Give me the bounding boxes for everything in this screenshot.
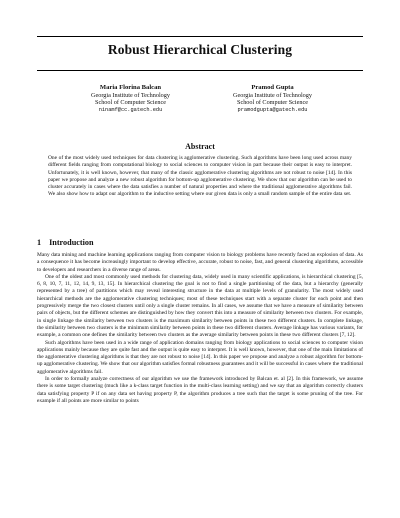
author-name: Pramod Gupta [251,84,294,91]
section-number: 1 [37,238,42,247]
author-email: pramodgupta@gatech.edu [237,107,308,114]
title-bottom-rule [37,70,363,71]
author-2 [190,84,355,115]
title-top-rule [37,36,363,37]
paper-title: Robust Hierarchical Clustering [107,42,293,57]
section-heading [37,238,94,247]
abstract-heading: Abstract [185,142,215,151]
author-name: Maria Florina Balcan [99,84,162,91]
paragraph: Many data mining and machine learning applications ranging from computer vision to biology problems have recently faced an explosion of data. As a consequence it has become increasingly important to develop effective, accurate, robust to noise, fast, and general clustering algorithms, accessible to developers and researchers in a diverse range of areas. [37,252,363,273]
paragraph: In order to formally analyze correctness of our algorithm we use the framework introduced by Balcan et. al [2]. In this framework, we assume there is some target clustering (much like a k-class target function in the multi-class learning setting) and we say that an algorithm correctly clusters data satisfying property P if on any data set having property P, the algorithm produces a tree such that the target is some pruning of the tree. For example if all points are more similar to points [37,376,363,404]
abstract-text: One of the most widely used techniques for data clustering is agglomerative clustering. Such algorithms have been long used across many different fields ranging from computational biology to social sciences to computer vision in part because their output is easy to interpret. Unfortunately, it is well known, however, that many of the classic agglomerative clustering algorithms are not robust to noise [14]. In this paper we propose and analyze a new robust algorithm for bottom-up agglomerative clustering. We show that our algorithm can be used to cluster accurately in cases where the data satisfies a number of natural properties and where the traditional agglomerative algorithms fail. We also show how to adapt our algorithm to the inductive setting where our given data is only a small random sample of the entire data set. [48,155,352,198]
author-email: ninamf@cc.gatech.edu [98,107,163,114]
section-body [37,252,363,514]
author-affiliation: Georgia Institute of Technology [91,91,170,99]
author-1 [48,84,213,115]
paragraph: Such algorithms have been used in a wide range of application domains ranging from biology applications to social sciences to computer vision applications mainly because they are quite fast and the output is quite easy to interpret. It is well known, however, that one of the main limitations of the agglomerative clustering algorithms is that they are not robust to noise [14]. In this paper we propose and analyze a robust algorithm for bottom-up agglomerative clustering. We show that our algorithm satisfies formal robustness guarantees and it will be successful in cases where the traditional agglomerative algorithms fail. [37,339,363,375]
section-title: Introduction [49,238,94,247]
paragraph: One of the oldest and most commonly used methods for clustering data, widely used in many scientific applications, is hierarchical clustering [5, 6, 8, 10, 7, 11, 12, 14, 9, 13, 15]. In hierarchical clustering the goal is not to find a single partitioning of the data, but a hierarchy (generally represented by a tree) of partitions which may reveal interesting structure in the data at multiple levels of granularity. The most widely used hierarchical methods are the agglomerative clustering techniques; most of these techniques start with a separate cluster for each point and then progressively merge the two closest clusters until only a single cluster remains. In all cases, we assume that we have a measure of similarity between pairs of objects, but the different schemes are distinguished by how they convert this into a measure of similarity between two clusters. For example, in single linkage the similarity between two clusters is the maximum similarity between points in these two different clusters. In complete linkage, the similarity between two clusters is the minimum similarity between points in these two different clusters. Average linkage has various variants, for example, a common one defines the similarity between two clusters as the average similarity between points in these two different clusters [7, 12]. [37,273,363,339]
author-department: School of Computer Science [95,99,166,107]
author-department: School of Computer Science [237,99,308,107]
author-affiliation: Georgia Institute of Technology [233,91,312,99]
